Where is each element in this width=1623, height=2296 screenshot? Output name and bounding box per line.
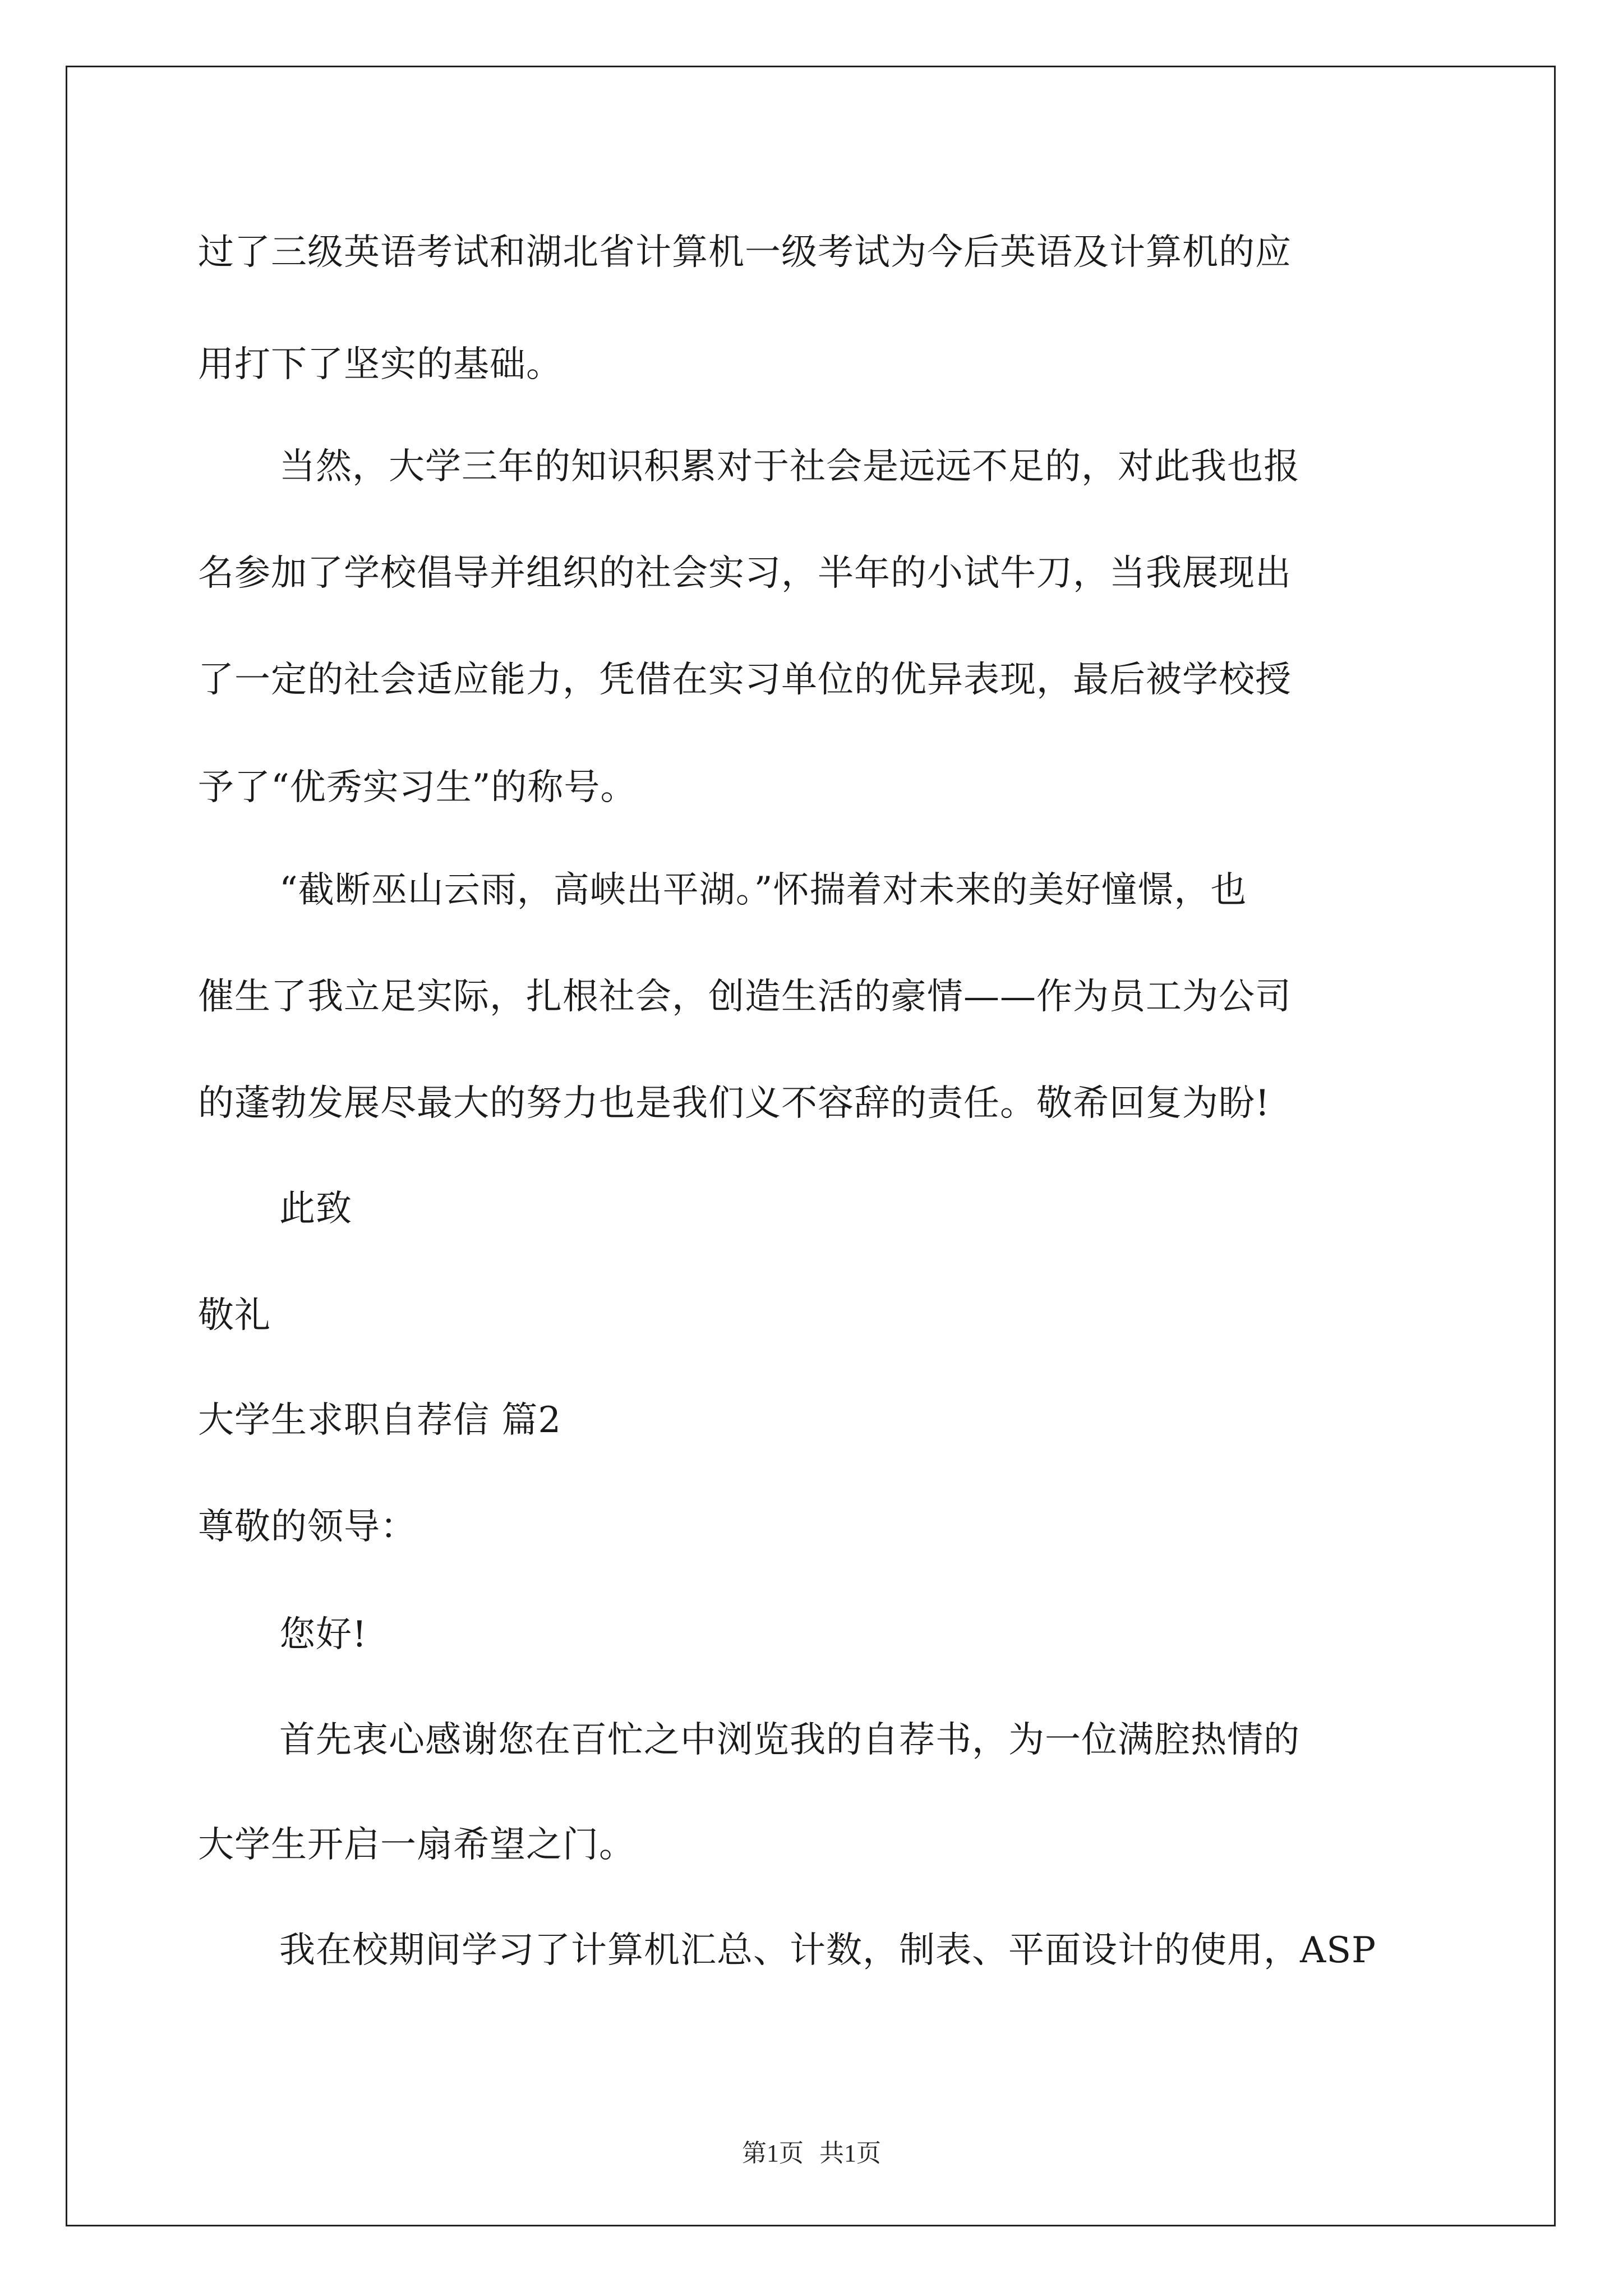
text-line: 催生了我立足实际，扎根社会，创造生活的豪情——作为员工为公司: [198, 976, 1292, 1018]
greeting-addressee: 尊敬的领导：: [198, 1506, 417, 1548]
text-line: 大学生开启一扇希望之门。: [198, 1824, 635, 1866]
paragraph-start-line: 当然，大学三年的知识积累对于社会是远远不足的，对此我也报: [279, 446, 1300, 487]
text-line: 名参加了学校倡导并组织的社会实习，半年的小试牛刀，当我展现出: [198, 553, 1292, 594]
section-heading: 大学生求职自荐信 篇2: [198, 1400, 562, 1441]
text-line: 用打下了坚实的基础。: [198, 344, 562, 385]
text-line: 予了“优秀实习生”的称号。: [198, 767, 637, 808]
closing-salutation: 此致: [279, 1188, 352, 1230]
page-total: 共1页: [819, 2139, 881, 2167]
text-line: 过了三级英语考试和湖北省计算机一级考试为今后英语及计算机的应: [198, 232, 1292, 273]
page-number: 第1页: [742, 2139, 804, 2167]
greeting: 您好!: [279, 1614, 367, 1655]
text-line: 了一定的社会适应能力，凭借在实习单位的优异表现，最后被学校授: [198, 659, 1292, 701]
text-line: 的蓬勃发展尽最大的努力也是我们义不容辞的责任。敬希回复为盼!: [198, 1083, 1270, 1124]
paragraph-start-line: “截断巫山云雨，高峡出平湖。”怀揣着对未来的美好憧憬，也: [279, 869, 1247, 911]
page-footer: [0, 2141, 1623, 2166]
paragraph-start-line: 我在校期间学习了计算机汇总、计数，制表、平面设计的使用，ASP: [279, 1930, 1377, 1971]
closing-regards: 敬礼: [198, 1295, 271, 1336]
page-border: [66, 66, 1556, 2226]
paragraph-start-line: 首先衷心感谢您在百忙之中浏览我的自荐书，为一位满腔热情的: [279, 1719, 1300, 1761]
